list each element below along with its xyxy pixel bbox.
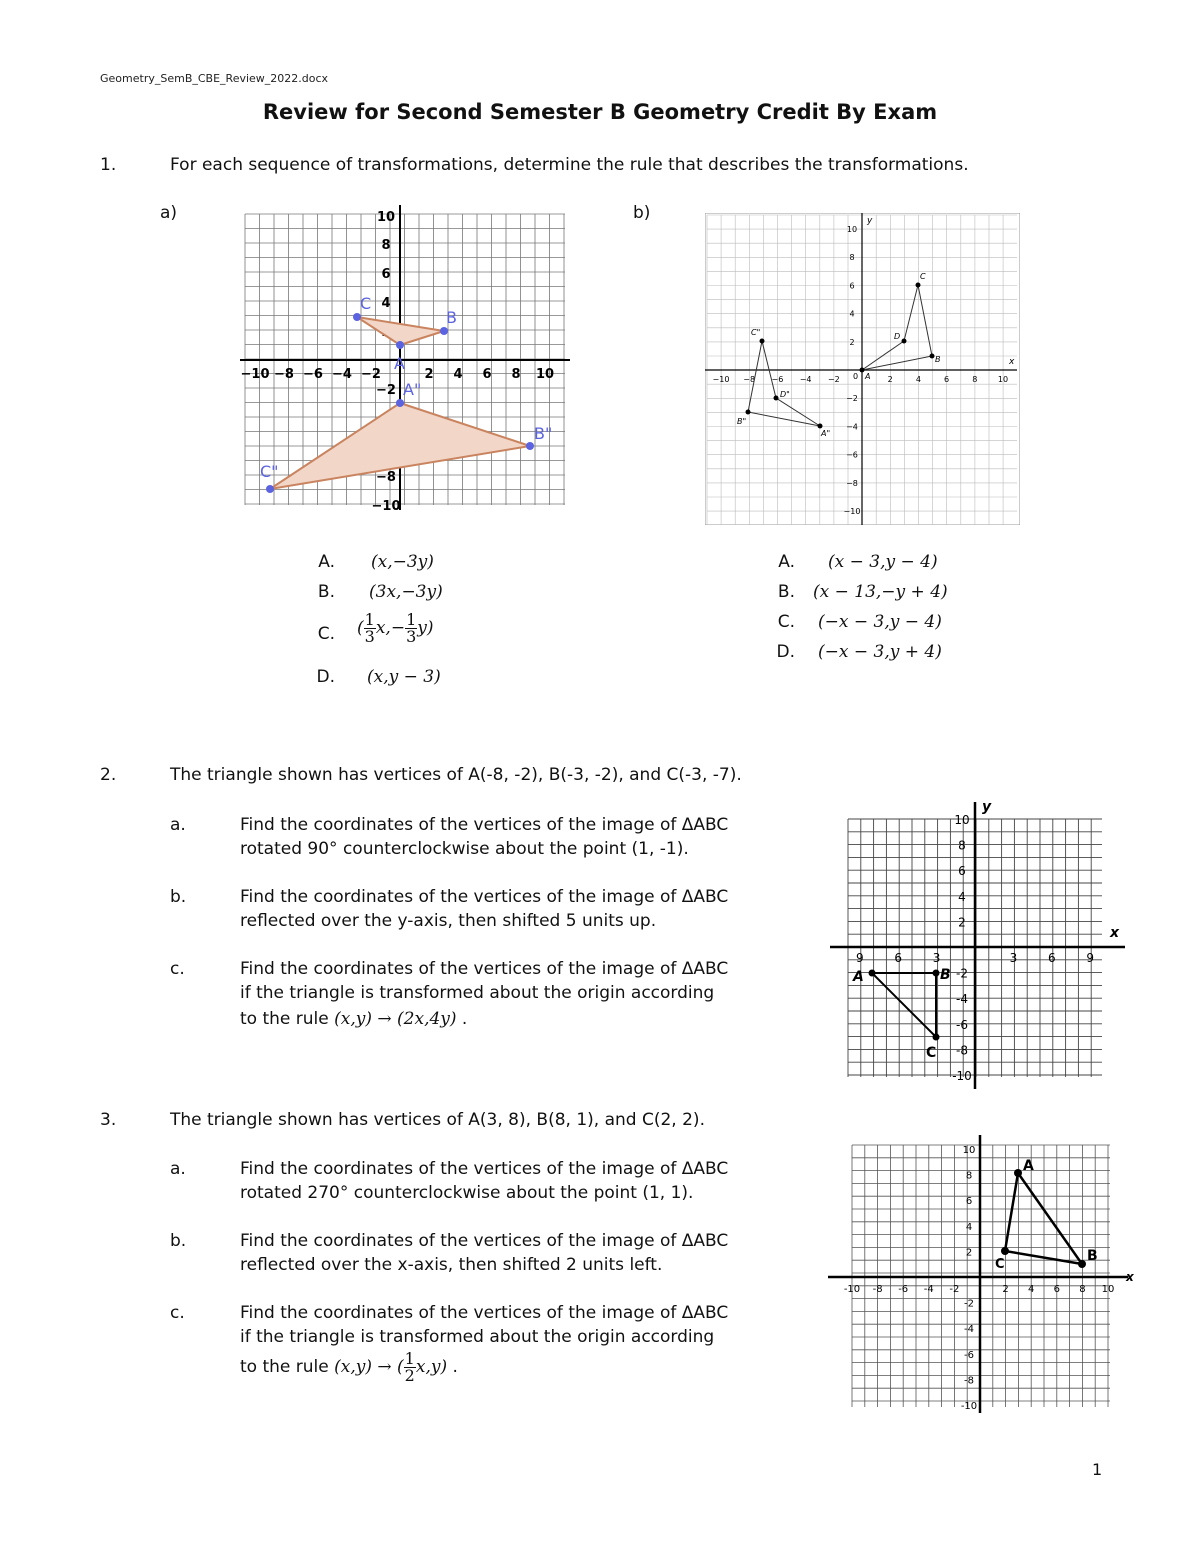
q3-text: The triangle shown has vertices of A(3, 8), B(8, 1), and C(2, 2). — [170, 1110, 705, 1130]
page-number: 1 — [1092, 1460, 1103, 1479]
q1b-point-c2 — [760, 339, 765, 344]
q3-label-a: A — [1023, 1158, 1034, 1174]
q1b-point-a — [860, 368, 865, 373]
q3c-letter: c. — [170, 1303, 185, 1323]
q2-point-c — [933, 1034, 940, 1041]
q1a-option-b-letter: B. — [317, 582, 335, 602]
tick-label: 8 — [965, 1170, 973, 1182]
tick-label: 3 — [932, 951, 941, 965]
tick-label: 10 — [376, 210, 396, 225]
q1a-option-c-pre: ( — [357, 618, 364, 638]
tick-label: -10 — [952, 1069, 972, 1083]
q1a-point-c2 — [266, 485, 274, 493]
tick-label: 2 — [965, 1247, 973, 1259]
tick-label: −10 — [371, 499, 401, 510]
tick-label: −8 — [274, 367, 294, 382]
q3c-line3-post: . — [447, 1357, 458, 1377]
q1b-label-b2: B" — [737, 417, 747, 426]
q1b-axis-y-label: y — [867, 216, 873, 226]
page-title: Review for Second Semester B Geometry Credit By Exam — [262, 100, 938, 124]
tick-label: −2 — [846, 394, 858, 404]
q1a-point-a2 — [396, 399, 404, 407]
q1a-option-d-text: (x,y − 3) — [367, 667, 441, 687]
q2-label-c: C — [926, 1045, 937, 1061]
tick-label: 2 — [849, 337, 855, 347]
q3-graph — [828, 1135, 1140, 1413]
tick-label: -4 — [923, 1284, 934, 1295]
tick-label: -4 — [964, 1324, 974, 1336]
q3a-text — [240, 1157, 728, 1205]
q3c-text — [240, 1301, 728, 1384]
tick-label: 8 — [381, 238, 391, 253]
q1b-option-d-letter: D. — [776, 642, 795, 662]
q3b-line2: reflected over the x-axis, then shifted 2 units left. — [240, 1255, 663, 1275]
q1b-option-c-text: (−x − 3,y − 4) — [818, 612, 942, 632]
q2-triangle-abc — [872, 973, 936, 1037]
q1-number: 1. — [100, 155, 117, 175]
q1b-graph — [705, 213, 1020, 525]
q2-label-a: A — [853, 969, 864, 985]
q1a-option-c-text — [357, 612, 434, 645]
q2-text: The triangle shown has vertices of A(-8, -2), B(-3, -2), and C(-3, -7). — [170, 765, 742, 785]
tick-label: 4 — [381, 296, 391, 311]
q3-number: 3. — [100, 1110, 117, 1130]
q2a-text — [240, 813, 728, 861]
q1b-option-d-text: (−x − 3,y + 4) — [818, 642, 942, 662]
q1a-point-b2 — [526, 442, 534, 450]
tick-label: −6 — [303, 367, 323, 382]
q3b-line1: Find the coordinates of the vertices of the image of ΔABC — [240, 1231, 729, 1251]
tick-label: 10 — [997, 375, 1009, 384]
tick-label: 10 — [954, 813, 970, 827]
q1b-point-a2 — [818, 424, 823, 429]
tick-label: 6 — [849, 281, 855, 291]
q1b-point-d2 — [774, 396, 779, 401]
q1b-label-c2: C" — [751, 328, 761, 337]
q2-label-b: B — [940, 967, 951, 983]
q3-label-c: C — [995, 1257, 1005, 1272]
q3b-letter: b. — [170, 1231, 187, 1251]
tick-label: -2 — [949, 1284, 960, 1295]
tick-label: 10 — [846, 225, 858, 234]
q3b-text — [240, 1229, 728, 1277]
q1a-option-c-frac1: $\frac{1}{3}$ — [364, 610, 375, 646]
q1a-label-b2: B" — [534, 424, 553, 443]
q3c-rule: (x,y) → ( $\frac{1}{2}$ x,y) — [334, 1349, 448, 1385]
q1b-option-b-letter: B. — [777, 582, 795, 602]
tick-label: −8 — [846, 478, 858, 488]
tick-label: -10 — [843, 1284, 861, 1295]
q1a-point-b — [440, 327, 448, 335]
q1b-label-b: B — [935, 355, 941, 364]
tick-label: -2 — [964, 1298, 974, 1310]
q1b-origin-label: 0 — [853, 372, 859, 381]
q1b-option-b-text: (x − 13,−y + 4) — [813, 582, 948, 602]
q2c-line2: if the triangle is transformed about the origin according — [240, 983, 715, 1003]
q3c-line2: if the triangle is transformed about the origin according — [240, 1327, 715, 1347]
q1a-label-a2: A" — [403, 380, 422, 399]
q2-number: 2. — [100, 765, 117, 785]
q2c-rule: (x,y) → (2x,4y) — [334, 1009, 457, 1029]
q1a-option-c-frac2: $\frac{1}{3}$ — [406, 610, 417, 646]
q3c-line1: Find the coordinates of the vertices of the image of ΔABC — [240, 1303, 729, 1323]
q1b-axis-x-label: x — [1009, 357, 1015, 367]
tick-label: -8 — [872, 1284, 883, 1295]
tick-label: −8 — [376, 470, 396, 485]
q1a-label-a: A — [394, 354, 405, 373]
q2a-line2: rotated 90° counterclockwise about the point (1, -1). — [240, 839, 689, 859]
q1a-label-c: C — [360, 294, 372, 313]
tick-label: 2 — [424, 367, 434, 382]
tick-label: −8 — [743, 375, 756, 384]
tick-label: 6 — [958, 864, 966, 879]
q1-text: For each sequence of transformations, determine the rule that describes the transformations. — [170, 155, 969, 175]
tick-label: 8 — [511, 367, 521, 382]
q1b-point-b — [930, 354, 935, 359]
q1b-label: b) — [633, 203, 651, 223]
tick-label: -6 — [956, 1017, 968, 1032]
q1a-option-c-mid: x,− — [375, 618, 406, 638]
tick-label: 10 — [535, 367, 555, 382]
q2c-line1: Find the coordinates of the vertices of the image of ΔABC — [240, 959, 729, 979]
tick-label: -10 — [960, 1401, 978, 1412]
tick-label: -8 — [964, 1375, 974, 1387]
q1b-label-a: A — [865, 372, 871, 381]
q1a-label: a) — [160, 203, 178, 223]
tick-label: 8 — [849, 253, 855, 263]
q3-axis-x-label: x — [1126, 1270, 1134, 1284]
q2c-letter: c. — [170, 959, 185, 979]
q1b-label-a2: A" — [821, 429, 831, 438]
tick-label: -6 — [898, 1284, 909, 1295]
q2a-line1: Find the coordinates of the vertices of the image of ΔABC — [240, 815, 729, 835]
tick-label: 8 — [972, 375, 978, 384]
q1a-option-d-letter: D. — [316, 667, 335, 687]
q1b-point-d — [902, 339, 907, 344]
tick-label: 4 — [453, 367, 463, 382]
tick-label: 3 — [1009, 951, 1018, 965]
q3a-line2: rotated 270° counterclockwise about the point (1, 1). — [240, 1183, 694, 1203]
tick-label: -4 — [956, 992, 968, 1007]
tick-label: 6 — [944, 375, 950, 384]
q3-triangle-abc — [1005, 1173, 1082, 1264]
q3c-line3-pre: to the rule — [240, 1357, 335, 1377]
tick-label: −2 — [361, 367, 381, 382]
q1b-label-d2: D" — [780, 390, 790, 399]
q2c-text — [240, 957, 728, 1031]
tick-label: 6 — [965, 1196, 973, 1208]
q2c-line3-pre: to the rule — [240, 1009, 335, 1029]
q1b-option-c-letter: C. — [777, 612, 795, 632]
tick-label: −6 — [771, 375, 784, 384]
tick-label: 4 — [965, 1221, 973, 1233]
q1a-option-a-letter: A. — [318, 552, 335, 572]
tick-label: 2 — [1002, 1284, 1009, 1295]
tick-label: −4 — [799, 375, 812, 384]
q3-point-a — [1014, 1169, 1022, 1177]
q2-point-b — [933, 970, 940, 977]
tick-label: −10 — [240, 367, 270, 382]
q3a-line1: Find the coordinates of the vertices of the image of ΔABC — [240, 1159, 729, 1179]
tick-label: 6 — [482, 367, 492, 382]
q2b-letter: b. — [170, 887, 187, 907]
tick-label: 4 — [915, 375, 921, 384]
tick-label: 10 — [1101, 1284, 1115, 1295]
q2a-letter: a. — [170, 815, 186, 835]
q1b-option-a-letter: A. — [778, 552, 795, 572]
q2-axis-x-label: x — [1110, 925, 1120, 941]
tick-label: -8 — [956, 1043, 968, 1058]
tick-label: 6 — [1047, 951, 1056, 965]
tick-label: 4 — [849, 309, 855, 319]
q3-label-b: B — [1087, 1248, 1098, 1264]
q2-graph — [830, 797, 1130, 1090]
tick-label: 4 — [1028, 1284, 1035, 1295]
q1b-point-b2 — [746, 410, 751, 415]
q3-point-c — [1001, 1247, 1009, 1255]
q1a-option-a-text: (x,−3y) — [371, 552, 434, 572]
q2-point-a — [869, 970, 876, 977]
q1b-label-d: D — [894, 332, 901, 341]
tick-label: 8 — [958, 838, 966, 853]
tick-label: 9 — [855, 951, 864, 965]
tick-label: 10 — [962, 1145, 976, 1156]
q2c-line3-post: . — [456, 1009, 468, 1029]
tick-label: 2 — [958, 915, 966, 930]
tick-label: −10 — [712, 375, 730, 384]
tick-label: −6 — [846, 450, 858, 460]
tick-label: -6 — [964, 1349, 974, 1361]
q2b-line2: reflected over the y-axis, then shifted 5 units up. — [240, 911, 657, 931]
tick-label: 8 — [1079, 1284, 1086, 1295]
q1a-point-a — [396, 341, 404, 349]
tick-label: 9 — [1086, 951, 1095, 965]
q1b-point-c — [916, 283, 921, 288]
tick-label: −2 — [827, 375, 840, 384]
q1a-graph — [240, 205, 570, 510]
tick-label: −4 — [332, 367, 352, 382]
q2-axis-y-label: y — [982, 799, 992, 815]
q1a-label-c2: C" — [260, 462, 279, 481]
tick-label: −2 — [376, 383, 396, 398]
q1b-label-c: C — [920, 272, 926, 281]
q1a-option-c-post: y) — [417, 618, 434, 638]
q2b-line1: Find the coordinates of the vertices of the image of ΔABC — [240, 887, 729, 907]
document-filename: Geometry_SemB_CBE_Review_2022.docx — [100, 72, 329, 85]
tick-label: 4 — [958, 889, 966, 904]
tick-label: 6 — [894, 951, 903, 965]
q3-point-b — [1078, 1260, 1086, 1268]
tick-label: 6 — [1053, 1284, 1060, 1295]
q1b-option-a-text: (x − 3,y − 4) — [828, 552, 938, 572]
q1a-option-c-letter: C. — [317, 624, 335, 644]
tick-label: 2 — [887, 375, 893, 384]
q1a-option-b-text: (3x,−3y) — [369, 582, 443, 602]
q1a-label-b: B — [446, 308, 457, 327]
q3a-letter: a. — [170, 1159, 186, 1179]
q1a-point-c — [353, 313, 361, 321]
tick-label: −4 — [846, 422, 858, 432]
q2b-text — [240, 885, 728, 933]
tick-label: 6 — [381, 267, 391, 282]
tick-label: −10 — [843, 507, 861, 516]
tick-label: -2 — [956, 966, 968, 981]
